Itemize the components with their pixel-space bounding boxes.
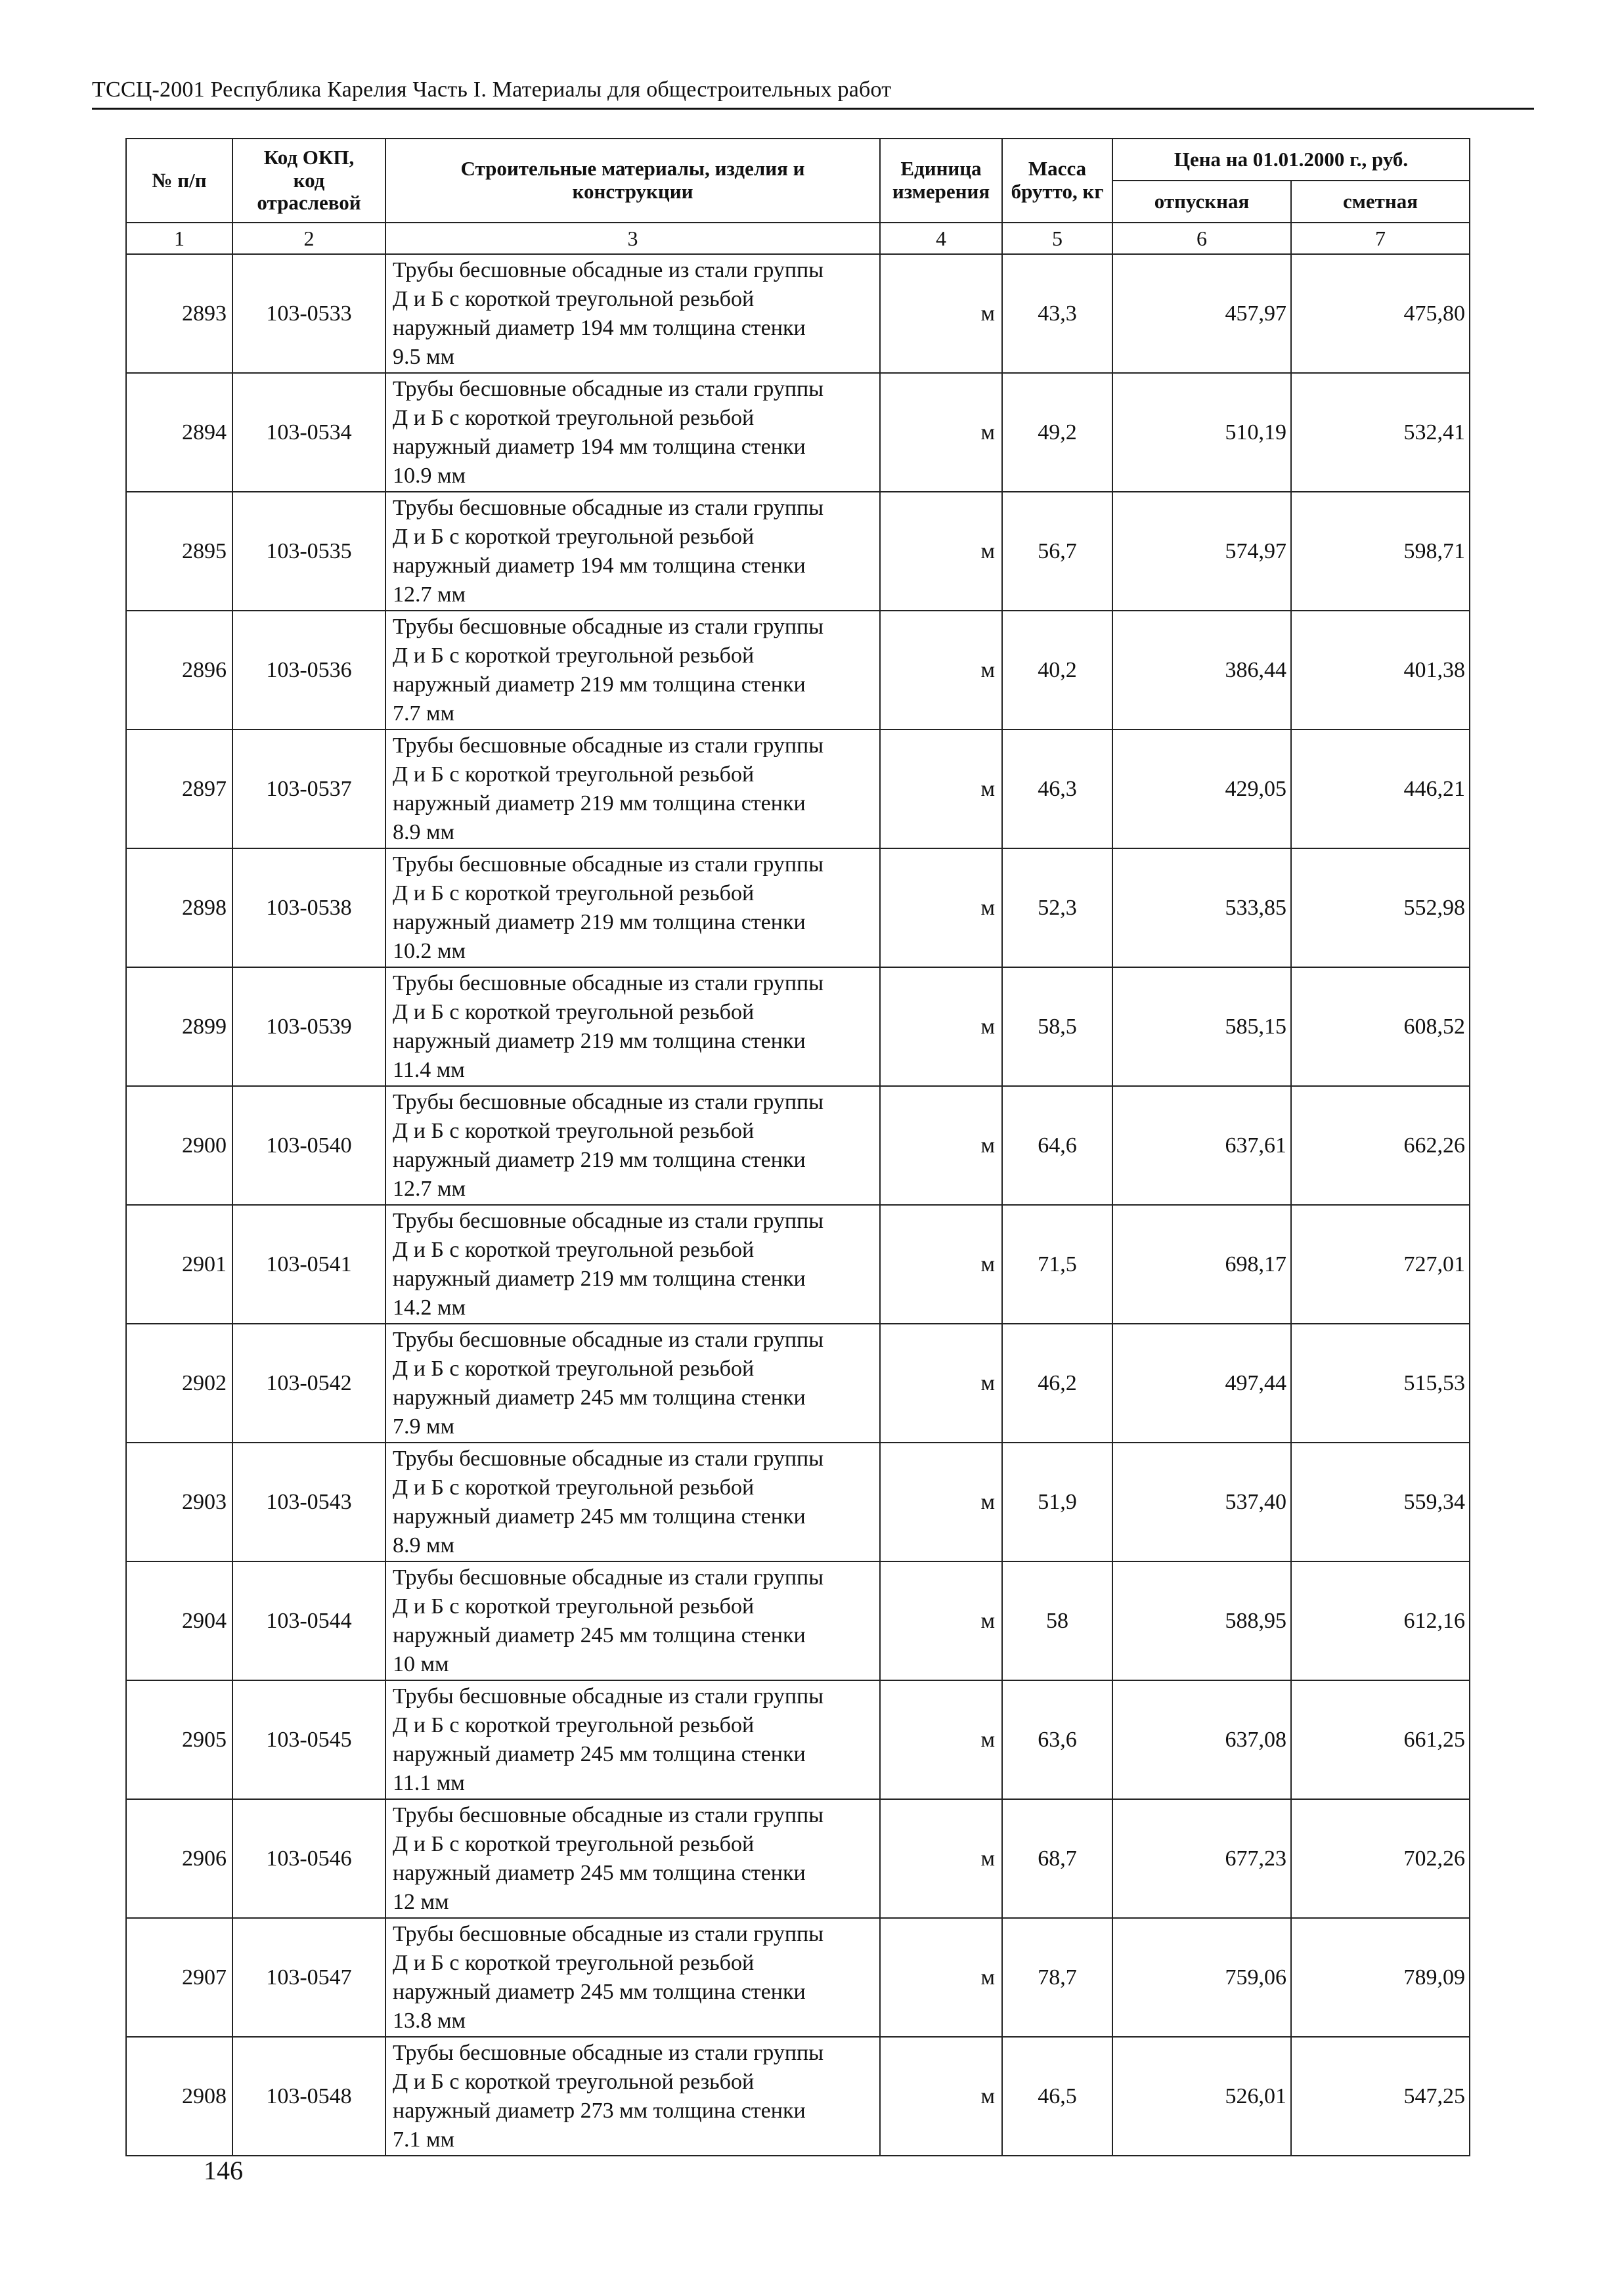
row-description (385, 2037, 880, 2156)
row-price-estimate: 598,71 (1291, 492, 1470, 611)
row-price-estimate: 401,38 (1291, 611, 1470, 730)
description-line: Д и Б с короткой треугольной резьбой (393, 286, 755, 311)
row-description (385, 730, 880, 848)
description-line: Д и Б с короткой треугольной резьбой (393, 1118, 755, 1143)
table-row (126, 848, 1470, 967)
row-description (385, 1680, 880, 1799)
row-code: 103-0536 (232, 611, 385, 730)
table-row (126, 1680, 1470, 1799)
column-number: 1 (126, 223, 232, 254)
row-description (385, 1443, 880, 1561)
table-row (126, 492, 1470, 611)
description-line: 14.2 мм (393, 1295, 466, 1320)
table-row (126, 2037, 1470, 2156)
description-line: наружный диаметр 194 мм толщина стенки (393, 553, 806, 578)
header-price-estimate: сметная (1291, 181, 1470, 223)
description-line: наружный диаметр 219 мм толщина стенки (393, 672, 806, 697)
header-num: № п/п (126, 139, 232, 223)
description-line: Трубы бесшовные обсадные из стали группы (393, 852, 824, 877)
row-price-estimate: 727,01 (1291, 1205, 1470, 1324)
table-row (126, 611, 1470, 730)
row-mass: 46,5 (1002, 2037, 1112, 2156)
row-description (385, 492, 880, 611)
row-price-release: 533,85 (1112, 848, 1291, 967)
description-line: Трубы бесшовные обсадные из стали группы (393, 970, 824, 995)
description-line: наружный диаметр 219 мм толщина стенки (393, 791, 806, 816)
description-line: Д и Б с короткой треугольной резьбой (393, 2069, 755, 2094)
description-line: наружный диаметр 219 мм толщина стенки (393, 1147, 806, 1172)
description-line: Трубы бесшовные обсадные из стали группы (393, 1802, 824, 1827)
description-line: наружный диаметр 219 мм толщина стенки (393, 1266, 806, 1291)
description-line: 12.7 мм (393, 1176, 466, 1201)
description-line: Трубы бесшовные обсадные из стали группы (393, 1921, 824, 1946)
description-line: наружный диаметр 245 мм толщина стенки (393, 1979, 806, 2004)
description-line: 10 мм (393, 1651, 449, 1676)
description-line: Трубы бесшовные обсадные из стали группы (393, 1565, 824, 1590)
table-row (126, 1086, 1470, 1205)
row-unit: м (880, 730, 1002, 848)
row-unit: м (880, 1561, 1002, 1680)
row-description (385, 254, 880, 373)
row-description (385, 967, 880, 1086)
description-line: Трубы бесшовные обсадные из стали группы (393, 614, 824, 639)
row-mass: 40,2 (1002, 611, 1112, 730)
row-code: 103-0543 (232, 1443, 385, 1561)
row-number: 2899 (126, 967, 232, 1086)
header-price-group: Цена на 01.01.2000 г., руб. (1112, 139, 1470, 181)
description-line: Д и Б с короткой треугольной резьбой (393, 524, 755, 549)
description-line: наружный диаметр 245 мм толщина стенки (393, 1860, 806, 1885)
description-line: наружный диаметр 219 мм толщина стенки (393, 909, 806, 934)
row-number: 2900 (126, 1086, 232, 1205)
row-price-estimate: 559,34 (1291, 1443, 1470, 1561)
row-number: 2904 (126, 1561, 232, 1680)
description-line: Д и Б с короткой треугольной резьбой (393, 999, 755, 1024)
row-price-release: 698,17 (1112, 1205, 1291, 1324)
description-line: наружный диаметр 194 мм толщина стенки (393, 434, 806, 459)
row-unit: м (880, 967, 1002, 1086)
row-mass: 58,5 (1002, 967, 1112, 1086)
row-mass: 58 (1002, 1561, 1112, 1680)
row-price-release: 677,23 (1112, 1799, 1291, 1918)
row-mass: 46,2 (1002, 1324, 1112, 1443)
row-code: 103-0548 (232, 2037, 385, 2156)
column-number: 5 (1002, 223, 1112, 254)
description-line: наружный диаметр 245 мм толщина стенки (393, 1623, 806, 1647)
row-price-release: 588,95 (1112, 1561, 1291, 1680)
row-mass: 46,3 (1002, 730, 1112, 848)
row-code: 103-0537 (232, 730, 385, 848)
table-row (126, 1205, 1470, 1324)
row-code: 103-0533 (232, 254, 385, 373)
row-code: 103-0547 (232, 1918, 385, 2037)
row-price-estimate: 702,26 (1291, 1799, 1470, 1918)
description-line: 11.1 мм (393, 1770, 465, 1795)
description-line: Трубы бесшовные обсадные из стали группы (393, 1446, 824, 1471)
row-description (385, 1799, 880, 1918)
row-description (385, 1205, 880, 1324)
header-mass: Масса брутто, кг (1002, 139, 1112, 223)
row-code: 103-0544 (232, 1561, 385, 1680)
header-description: Строительные материалы, изделия и конструкции (385, 139, 880, 223)
description-line: Д и Б с короткой треугольной резьбой (393, 1475, 755, 1500)
description-line: Трубы бесшовные обсадные из стали группы (393, 1089, 824, 1114)
row-description (385, 848, 880, 967)
table-row (126, 1324, 1470, 1443)
description-line: 11.4 мм (393, 1057, 465, 1082)
description-line: Д и Б с короткой треугольной резьбой (393, 643, 755, 668)
row-description (385, 1918, 880, 2037)
row-number: 2895 (126, 492, 232, 611)
description-line: Д и Б с короткой треугольной резьбой (393, 1237, 755, 1262)
row-price-release: 585,15 (1112, 967, 1291, 1086)
row-description (385, 1324, 880, 1443)
description-line: наружный диаметр 245 мм толщина стенки (393, 1385, 806, 1410)
page-header: ТССЦ-2001 Республика Карелия Часть I. Материалы для общестроительных работ (92, 77, 892, 102)
row-description (385, 611, 880, 730)
column-number: 6 (1112, 223, 1291, 254)
row-code: 103-0539 (232, 967, 385, 1086)
row-mass: 64,6 (1002, 1086, 1112, 1205)
description-line: наружный диаметр 245 мм толщина стенки (393, 1741, 806, 1766)
row-price-release: 759,06 (1112, 1918, 1291, 2037)
row-unit: м (880, 611, 1002, 730)
row-mass: 56,7 (1002, 492, 1112, 611)
description-line: Трубы бесшовные обсадные из стали группы (393, 1684, 824, 1709)
row-unit: м (880, 1680, 1002, 1799)
table-row (126, 373, 1470, 492)
row-unit: м (880, 2037, 1002, 2156)
description-line: Трубы бесшовные обсадные из стали группы (393, 257, 824, 282)
row-price-estimate: 547,25 (1291, 2037, 1470, 2156)
row-number: 2893 (126, 254, 232, 373)
table-row (126, 1561, 1470, 1680)
row-price-release: 497,44 (1112, 1324, 1291, 1443)
description-line: 7.9 мм (393, 1414, 455, 1439)
description-line: наружный диаметр 245 мм толщина стенки (393, 1504, 806, 1529)
row-description (385, 373, 880, 492)
description-line: 13.8 мм (393, 2008, 466, 2033)
row-unit: м (880, 1086, 1002, 1205)
row-price-estimate: 446,21 (1291, 730, 1470, 848)
description-line: наружный диаметр 194 мм толщина стенки (393, 315, 806, 340)
row-price-release: 429,05 (1112, 730, 1291, 848)
row-price-estimate: 662,26 (1291, 1086, 1470, 1205)
description-line: 9.5 мм (393, 344, 455, 369)
row-number: 2901 (126, 1205, 232, 1324)
row-price-estimate: 515,53 (1291, 1324, 1470, 1443)
row-unit: м (880, 254, 1002, 373)
description-line: Д и Б с короткой треугольной резьбой (393, 1594, 755, 1619)
header-rule (92, 108, 1534, 110)
header-code: Код ОКП, код отраслевой (232, 139, 385, 223)
row-price-release: 386,44 (1112, 611, 1291, 730)
table-row (126, 1799, 1470, 1918)
description-line: Трубы бесшовные обсадные из стали группы (393, 1208, 824, 1233)
description-line: Д и Б с короткой треугольной резьбой (393, 405, 755, 430)
column-number: 4 (880, 223, 1002, 254)
row-code: 103-0535 (232, 492, 385, 611)
table-row (126, 1443, 1470, 1561)
description-line: 8.9 мм (393, 1533, 455, 1558)
row-description (385, 1086, 880, 1205)
row-number: 2903 (126, 1443, 232, 1561)
row-unit: м (880, 1324, 1002, 1443)
row-mass: 63,6 (1002, 1680, 1112, 1799)
table-row (126, 730, 1470, 848)
description-line: 10.2 мм (393, 938, 466, 963)
table-row (126, 967, 1470, 1086)
description-line: Трубы бесшовные обсадные из стали группы (393, 733, 824, 758)
description-line: 12 мм (393, 1889, 449, 1914)
description-line: Трубы бесшовные обсадные из стали группы (393, 495, 824, 520)
description-line: 8.9 мм (393, 819, 455, 844)
table-body (126, 254, 1470, 2156)
row-description (385, 1561, 880, 1680)
row-price-estimate: 552,98 (1291, 848, 1470, 967)
row-price-release: 526,01 (1112, 2037, 1291, 2156)
row-unit: м (880, 1799, 1002, 1918)
row-price-estimate: 475,80 (1291, 254, 1470, 373)
row-code: 103-0538 (232, 848, 385, 967)
row-mass: 52,3 (1002, 848, 1112, 967)
row-unit: м (880, 373, 1002, 492)
row-mass: 71,5 (1002, 1205, 1112, 1324)
row-price-release: 574,97 (1112, 492, 1291, 611)
row-number: 2905 (126, 1680, 232, 1799)
table-row (126, 1918, 1470, 2037)
column-number: 7 (1291, 223, 1470, 254)
row-number: 2898 (126, 848, 232, 967)
description-line: наружный диаметр 273 мм толщина стенки (393, 2098, 806, 2123)
description-line: Д и Б с короткой треугольной резьбой (393, 881, 755, 905)
row-price-release: 510,19 (1112, 373, 1291, 492)
row-number: 2907 (126, 1918, 232, 2037)
description-line: Трубы бесшовные обсадные из стали группы (393, 1327, 824, 1352)
row-code: 103-0540 (232, 1086, 385, 1205)
row-price-estimate: 789,09 (1291, 1918, 1470, 2037)
row-unit: м (880, 1443, 1002, 1561)
row-number: 2897 (126, 730, 232, 848)
row-code: 103-0541 (232, 1205, 385, 1324)
row-code: 103-0545 (232, 1680, 385, 1799)
row-price-estimate: 612,16 (1291, 1561, 1470, 1680)
description-line: 10.9 мм (393, 463, 466, 488)
row-price-estimate: 532,41 (1291, 373, 1470, 492)
row-mass: 78,7 (1002, 1918, 1112, 2037)
row-mass: 43,3 (1002, 254, 1112, 373)
table-row (126, 254, 1470, 373)
price-table (125, 138, 1470, 2156)
row-number: 2908 (126, 2037, 232, 2156)
description-line: 12.7 мм (393, 582, 466, 607)
row-number: 2906 (126, 1799, 232, 1918)
header-price-release: отпускная (1112, 181, 1291, 223)
description-line: Д и Б с короткой треугольной резьбой (393, 1356, 755, 1381)
row-unit: м (880, 848, 1002, 967)
row-number: 2902 (126, 1324, 232, 1443)
column-number: 3 (385, 223, 880, 254)
row-code: 103-0534 (232, 373, 385, 492)
row-price-estimate: 608,52 (1291, 967, 1470, 1086)
row-code: 103-0542 (232, 1324, 385, 1443)
description-line: Д и Б с короткой треугольной резьбой (393, 1831, 755, 1856)
description-line: Д и Б с короткой треугольной резьбой (393, 762, 755, 787)
row-price-release: 637,61 (1112, 1086, 1291, 1205)
row-code: 103-0546 (232, 1799, 385, 1918)
row-price-release: 637,08 (1112, 1680, 1291, 1799)
description-line: наружный диаметр 219 мм толщина стенки (393, 1028, 806, 1053)
description-line: Д и Б с короткой треугольной резьбой (393, 1712, 755, 1737)
description-line: Трубы бесшовные обсадные из стали группы (393, 2040, 824, 2065)
row-unit: м (880, 492, 1002, 611)
page-number: 146 (204, 2156, 243, 2185)
header-unit: Единица измерения (880, 139, 1002, 223)
description-line: Д и Б с короткой треугольной резьбой (393, 1950, 755, 1975)
row-unit: м (880, 1918, 1002, 2037)
description-line: 7.1 мм (393, 2127, 455, 2152)
row-price-release: 457,97 (1112, 254, 1291, 373)
row-price-estimate: 661,25 (1291, 1680, 1470, 1799)
description-line: Трубы бесшовные обсадные из стали группы (393, 376, 824, 401)
column-number: 2 (232, 223, 385, 254)
row-mass: 68,7 (1002, 1799, 1112, 1918)
row-number: 2894 (126, 373, 232, 492)
row-unit: м (880, 1205, 1002, 1324)
description-line: 7.7 мм (393, 701, 455, 726)
row-mass: 49,2 (1002, 373, 1112, 492)
row-number: 2896 (126, 611, 232, 730)
row-price-release: 537,40 (1112, 1443, 1291, 1561)
row-mass: 51,9 (1002, 1443, 1112, 1561)
